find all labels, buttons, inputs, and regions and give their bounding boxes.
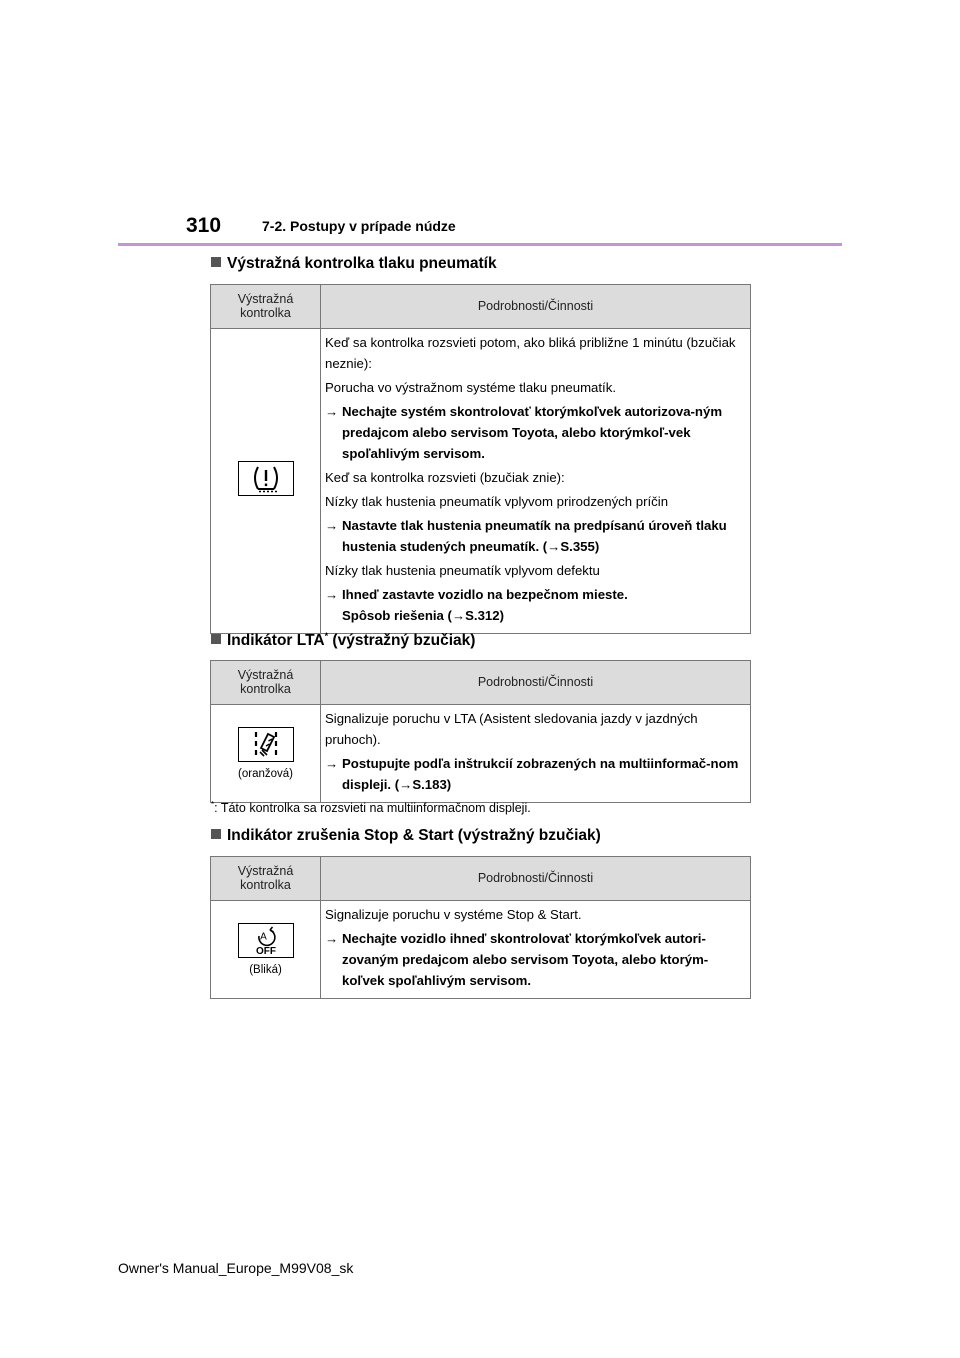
details-cell bbox=[321, 705, 751, 803]
square-bullet-icon bbox=[211, 634, 221, 644]
warning-light-cell bbox=[211, 901, 321, 999]
arrow-right-icon: → bbox=[325, 404, 339, 419]
heading-text: Výstražná kontrolka tlaku pneumatík bbox=[227, 255, 497, 272]
arrow-right-icon: → bbox=[325, 587, 339, 602]
detail-text: Nízky tlak hustenia pneumatík vplyvom defektu bbox=[325, 563, 600, 578]
detail-text: Signalizuje poruchu v LTA (Asistent sledovania jazdy v jazdných pruhoch). bbox=[325, 711, 698, 747]
action-text: Postupujte podľa inštrukcií zobrazených na multiinformač-nom displeji. (→S.183) bbox=[342, 756, 739, 792]
footnote-text: : Táto kontrolka sa rozsvieti na multiinformačnom displeji. bbox=[214, 801, 531, 816]
square-bullet-icon bbox=[211, 257, 221, 267]
warning-light-cell bbox=[211, 705, 321, 803]
column-header-warning-light: Výstražná kontrolka bbox=[211, 661, 321, 705]
section-heading-lta bbox=[211, 631, 475, 650]
arrow-right-icon: → bbox=[325, 756, 339, 771]
detail-text: Porucha vo výstražnom systéme tlaku pneumatík. bbox=[325, 380, 616, 395]
icon-off-label: OFF bbox=[255, 945, 276, 957]
details-cell bbox=[321, 901, 751, 999]
action-text: Nastavte tlak hustenia pneumatík na predpísanú úroveň tlaku hustenia studených pneumatík. (→S.355) bbox=[342, 518, 727, 554]
column-header-warning-light: Výstražná kontrolka bbox=[211, 857, 321, 901]
section-title: 7-2. Postupy v prípade núdze bbox=[262, 218, 456, 234]
arrow-right-icon: → bbox=[325, 518, 339, 533]
footer-manual-id: Owner's Manual_Europe_M99V08_sk bbox=[118, 1260, 354, 1276]
details-cell bbox=[321, 329, 751, 634]
icon-caption: (Bliká) bbox=[249, 963, 282, 976]
lta-table bbox=[210, 660, 751, 803]
footnote bbox=[211, 800, 531, 815]
heading-text: Indikátor LTA bbox=[227, 632, 325, 650]
warning-light-cell bbox=[211, 329, 321, 634]
tire-pressure-warning-icon bbox=[238, 461, 294, 496]
icon-letter: A bbox=[259, 931, 267, 942]
action-text: Spôsob riešenia (→S.312) bbox=[342, 608, 504, 623]
heading-text: Indikátor zrušenia Stop & Start (výstražný bzučiak) bbox=[227, 827, 601, 844]
heading-text: (výstražný bzučiak) bbox=[328, 632, 476, 650]
detail-text: Nízky tlak hustenia pneumatík vplyvom prirodzených príčin bbox=[325, 494, 669, 509]
stop-start-table bbox=[210, 856, 751, 999]
detail-text: Keď sa kontrolka rozsvieti potom, ako bliká približne 1 minútu (bzučiak neznie): bbox=[325, 335, 736, 371]
column-header-details: Podrobnosti/Činnosti bbox=[321, 285, 751, 329]
square-bullet-icon bbox=[211, 829, 221, 839]
action-item bbox=[325, 401, 746, 464]
action-text: Ihneď zastavte vozidlo na bezpečnom mieste. bbox=[342, 587, 628, 602]
action-item bbox=[325, 515, 746, 557]
footnote-mark: * bbox=[324, 631, 329, 641]
column-header-details: Podrobnosti/Činnosti bbox=[321, 857, 751, 901]
action-text: Nechajte vozidlo ihneď skontrolovať ktorýmkoľvek autori-zovaným predajcom alebo servisom Toyota, alebo ktorým-koľvek spoľahlivým servisom. bbox=[342, 931, 709, 988]
stop-start-off-icon bbox=[238, 923, 294, 958]
icon-caption: (oranžová) bbox=[238, 767, 293, 780]
action-item bbox=[325, 928, 746, 991]
footnote-mark: * bbox=[211, 800, 215, 809]
arrow-right-icon: → bbox=[325, 931, 339, 946]
section-heading-stop-start bbox=[211, 827, 601, 845]
action-text: Nechajte systém skontrolovať ktorýmkoľvek autorizova-ným predajcom alebo servisom Toyota, alebo ktorýmkoľ-vek spoľahlivým servisom. bbox=[342, 404, 723, 461]
column-header-details: Podrobnosti/Činnosti bbox=[321, 661, 751, 705]
action-item bbox=[325, 753, 746, 795]
lane-tracing-assist-icon bbox=[238, 727, 294, 762]
action-item bbox=[325, 584, 746, 626]
header-divider bbox=[118, 243, 842, 246]
detail-text: Keď sa kontrolka rozsvieti (bzučiak znie): bbox=[325, 470, 565, 485]
tire-pressure-table bbox=[210, 284, 751, 634]
page-number: 310 bbox=[186, 214, 222, 237]
section-heading-tire-pressure bbox=[211, 255, 497, 273]
column-header-warning-light: Výstražná kontrolka bbox=[211, 285, 321, 329]
detail-text: Signalizuje poruchu v systéme Stop & Start. bbox=[325, 907, 582, 922]
